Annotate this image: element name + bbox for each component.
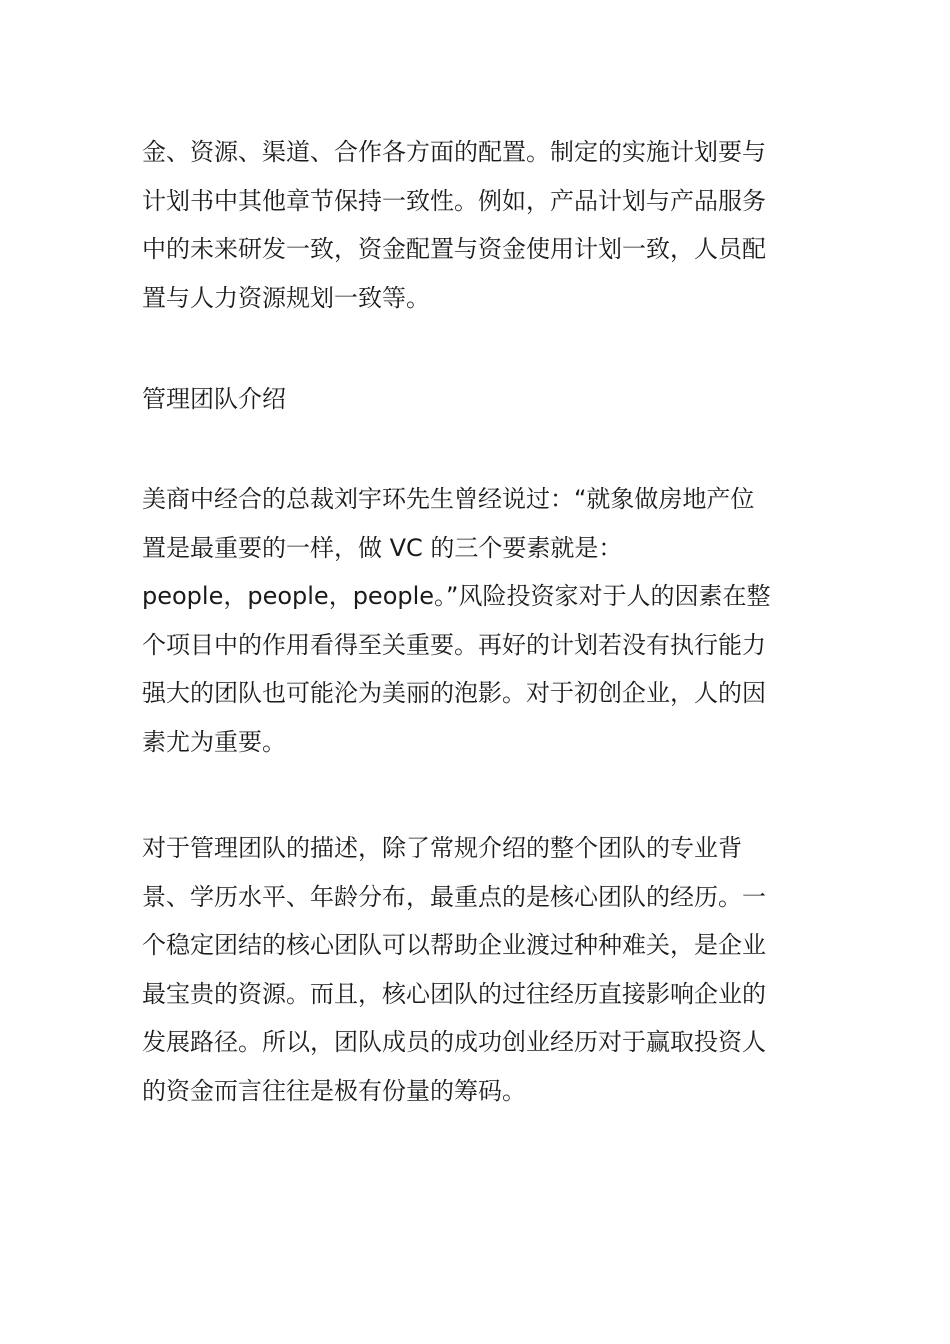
text-line: 置与人力资源规划一致等。 (142, 283, 430, 312)
text-line: 素尤为重要。 (142, 727, 286, 756)
text-line: 最宝贵的资源。而且，核心团队的过往经历直接影响企业的 (142, 979, 766, 1008)
section-heading: 管理团队介绍 (142, 385, 286, 413)
paragraph-team-description (142, 824, 812, 1115)
text-line: 景、学历水平、年龄分布，最重点的是核心团队的经历。一 (142, 882, 766, 911)
text-line: 强大的团队也可能沦为美丽的泡影。对于初创企业，人的因 (142, 679, 766, 707)
text-line: 对于管理团队的描述，除了常规介绍的整个团队的专业背 (142, 834, 742, 862)
text-line: 金、资源、渠道、合作各方面的配置。制定的实施计划要与 (142, 138, 766, 166)
text-line: 计划书中其他章节保持一致性。例如，产品计划与产品服务 (142, 186, 766, 215)
text-line: 个项目中的作用看得至关重要。再好的计划若没有执行能力 (142, 630, 766, 659)
paragraph-people-factor (142, 475, 812, 766)
text-line: 美商中经合的总裁刘宇环先生曾经说过：“就象做房地产位 (142, 485, 755, 513)
text-line: people，people，people。”风险投资家对于人的因素在整 (142, 582, 771, 610)
text-line: 置是最重要的一样，做 VC 的三个要素就是： (142, 533, 623, 562)
text-line: 发展路径。所以，团队成员的成功创业经历对于赢取投资人 (142, 1028, 766, 1056)
text-line: 的资金而言往往是极有份量的筹码。 (142, 1076, 526, 1105)
text-line: 中的未来研发一致，资金配置与资金使用计划一致，人员配 (142, 235, 766, 263)
paragraph-implementation-plan (142, 128, 812, 322)
text-line: 个稳定团结的核心团队可以帮助企业渡过种种难关，是企业 (142, 931, 766, 959)
